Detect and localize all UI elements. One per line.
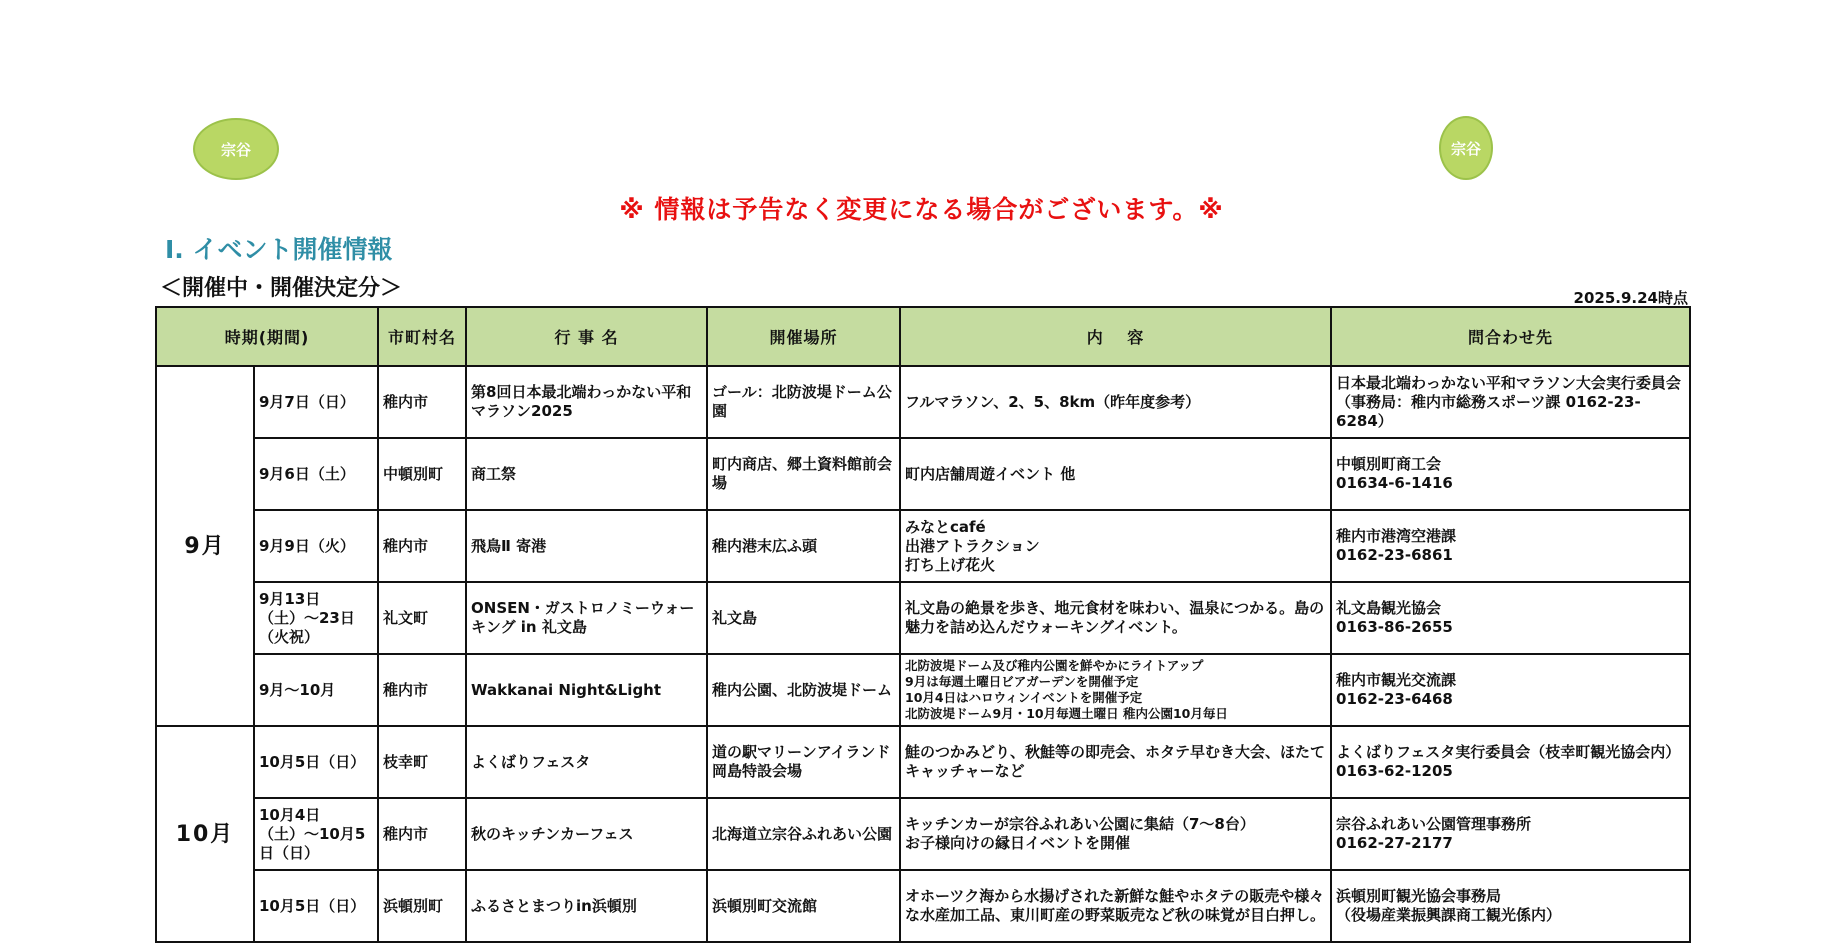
month-cell: 9月 (156, 366, 254, 726)
header-period: 時期(期間) (156, 307, 378, 366)
town-cell: 枝幸町 (378, 726, 466, 798)
town-cell: 稚内市 (378, 798, 466, 870)
contact-cell-line: 礼文島観光協会 (1336, 599, 1442, 617)
content-cell-line: フルマラソン、2、5、8km（昨年度参考） (905, 392, 1201, 411)
header-event: 行 事 名 (466, 307, 707, 366)
date-cell: 9月9日（火） (254, 510, 378, 582)
header-content: 内 容 (900, 307, 1331, 366)
content-cell (900, 654, 1331, 726)
contact-cell-line: 0162-27-2177 (1336, 834, 1453, 852)
contact-cell-line: 稚内市港湾空港課 (1336, 527, 1457, 545)
town-cell: 稚内市 (378, 654, 466, 726)
contact-cell-line: 中頓別町商工会 (1336, 455, 1442, 473)
town-cell: 浜頓別町 (378, 870, 466, 942)
contact-cell-line: 宗谷ふれあい公園管理事務所 (1336, 815, 1532, 833)
logo-emblem (1439, 116, 1493, 180)
town-cell: 中頓別町 (378, 438, 466, 510)
table-body (156, 366, 1690, 942)
content-cell-line: 北防波堤ドーム及び稚内公園を鮮やかにライトアップ (905, 658, 1204, 673)
contact-cell-line: 01634-6-1416 (1336, 474, 1453, 492)
header-town: 市町村名 (378, 307, 466, 366)
header-row (156, 307, 1690, 366)
content-cell-line: 出港アトラクション (905, 536, 1040, 555)
content-cell-line: 礼文島の絶景を歩き、地元食材を味わい、温泉につかる。島の魅力を詰め込んだウォーキングイベント。 (905, 599, 1325, 636)
change-notice: ※ 情報は予告なく変更になる場合がございます。※ (619, 195, 1224, 224)
venue-cell: 町内商店、郷土資料館前会場 (707, 438, 900, 510)
contact-cell (1331, 798, 1690, 870)
souya-logo-right (1439, 116, 1493, 180)
header-contact: 問合わせ先 (1331, 307, 1690, 366)
venue-cell: 浜頓別町交流館 (707, 870, 900, 942)
date-cell: 9月13日（土）〜23日（火祝） (254, 582, 378, 654)
content-cell (900, 798, 1331, 870)
venue-cell: 道の駅マリーンアイランド岡島特設会場 (707, 726, 900, 798)
content-cell (900, 582, 1331, 654)
content-cell-line: 鮭のつかみどり、秋鮭等の即売会、ホタテ早むき大会、ほたてキャッチャーなど (905, 743, 1326, 780)
venue-cell: 北海道立宗谷ふれあい公園 (707, 798, 900, 870)
logo-right-text: 宗谷 (1450, 139, 1481, 158)
contact-cell-line: 0163-62-1205 (1336, 762, 1453, 780)
event-cell: 第8回日本最北端わっかない平和マラソン2025 (466, 366, 707, 438)
content-cell-line: 北防波堤ドーム9月・10月毎週土曜日 稚内公園10月毎日 (905, 706, 1228, 721)
table-row (156, 654, 1690, 726)
contact-cell-line: 0163-86-2655 (1336, 618, 1453, 636)
contact-cell-line: 浜頓別町観光協会事務局 (1336, 887, 1502, 905)
content-cell (900, 438, 1331, 510)
contact-cell (1331, 870, 1690, 942)
venue-cell: ゴール：北防波堤ドーム公園 (707, 366, 900, 438)
date-cell: 10月5日（日） (254, 726, 378, 798)
event-cell: よくばりフェスタ (466, 726, 707, 798)
table-row (156, 438, 1690, 510)
table-row (156, 366, 1690, 438)
date-cell: 9月7日（日） (254, 366, 378, 438)
content-cell-line: 町内店舗周遊イベント 他 (905, 464, 1076, 483)
contact-cell-line: 0162-23-6468 (1336, 690, 1453, 708)
table-row (156, 870, 1690, 942)
logo-emblem (193, 118, 279, 180)
event-cell: 秋のキッチンカーフェス (466, 798, 707, 870)
table-row (156, 726, 1690, 798)
content-cell-line: 打ち上げ花火 (905, 555, 996, 574)
contact-cell-line: 稚内市観光交流課 (1336, 671, 1457, 689)
contact-cell-line: 0162-23-6861 (1336, 546, 1453, 564)
event-cell: 商工祭 (466, 438, 707, 510)
contact-cell-line: よくばりフェスタ実行委員会（枝幸町観光協会内） (1336, 743, 1681, 761)
date-cell: 10月5日（日） (254, 870, 378, 942)
contact-cell (1331, 438, 1690, 510)
header-venue: 開催場所 (707, 307, 900, 366)
contact-cell (1331, 654, 1690, 726)
town-cell: 稚内市 (378, 510, 466, 582)
contact-cell (1331, 582, 1690, 654)
content-cell-line: キッチンカーが宗谷ふれあい公園に集結（7〜8台） (905, 815, 1255, 833)
town-cell: 稚内市 (378, 366, 466, 438)
content-cell-line: お子様向けの縁日イベントを開催 (905, 834, 1131, 852)
table-row (156, 798, 1690, 870)
contact-cell-line: （役場産業振興課商工観光係内） (1336, 906, 1562, 924)
content-cell (900, 726, 1331, 798)
subsection-title: ＜開催中・開催決定分＞ (160, 276, 403, 301)
venue-cell: 稚内港末広ふ頭 (707, 510, 900, 582)
event-cell: ONSEN・ガストロノミーウォーキング in 礼文島 (466, 582, 707, 654)
date-cell: 10月4日（土）〜10月5日（日） (254, 798, 378, 870)
date-cell: 9月6日（土） (254, 438, 378, 510)
content-cell-line: 10月4日はハロウィンイベントを開催予定 (905, 690, 1143, 705)
event-cell: 飛鳥Ⅱ 寄港 (466, 510, 707, 582)
content-cell-line: 9月は毎週土曜日ビアガーデンを開催予定 (905, 674, 1139, 689)
logo-left-text: 宗谷 (220, 140, 251, 159)
content-cell (900, 510, 1331, 582)
souya-logo-left (193, 118, 279, 180)
content-cell-line: オホーツク海から水揚げされた新鮮な鮭やホタテの販売や様々な水産加工品、東川町産の野菜販売など秋の味覚が目白押し。 (905, 887, 1326, 924)
contact-cell-line: 日本最北端わっかない平和マラソン大会実行委員会（事務局：稚内市総務スポーツ課 0162-23-6284） (1336, 373, 1681, 430)
contact-cell (1331, 726, 1690, 798)
venue-cell: 稚内公園、北防波堤ドーム (707, 654, 900, 726)
content-cell (900, 870, 1331, 942)
content-cell (900, 366, 1331, 438)
month-cell: 10月 (156, 726, 254, 942)
contact-cell (1331, 510, 1690, 582)
as-of-date: 2025.9.24時点 (1573, 289, 1688, 307)
event-cell: Wakkanai Night&Light (466, 654, 707, 726)
content-cell-line: みなとcafé (905, 517, 986, 536)
table-row (156, 510, 1690, 582)
table-row (156, 582, 1690, 654)
contact-cell (1331, 366, 1690, 438)
town-cell: 礼文町 (378, 582, 466, 654)
event-cell: ふるさとまつりin浜頓別 (466, 870, 707, 942)
venue-cell: 礼文島 (707, 582, 900, 654)
date-cell: 9月〜10月 (254, 654, 378, 726)
section-title: Ⅰ. イベント開催情報 (165, 235, 393, 264)
event-table (155, 306, 1691, 943)
